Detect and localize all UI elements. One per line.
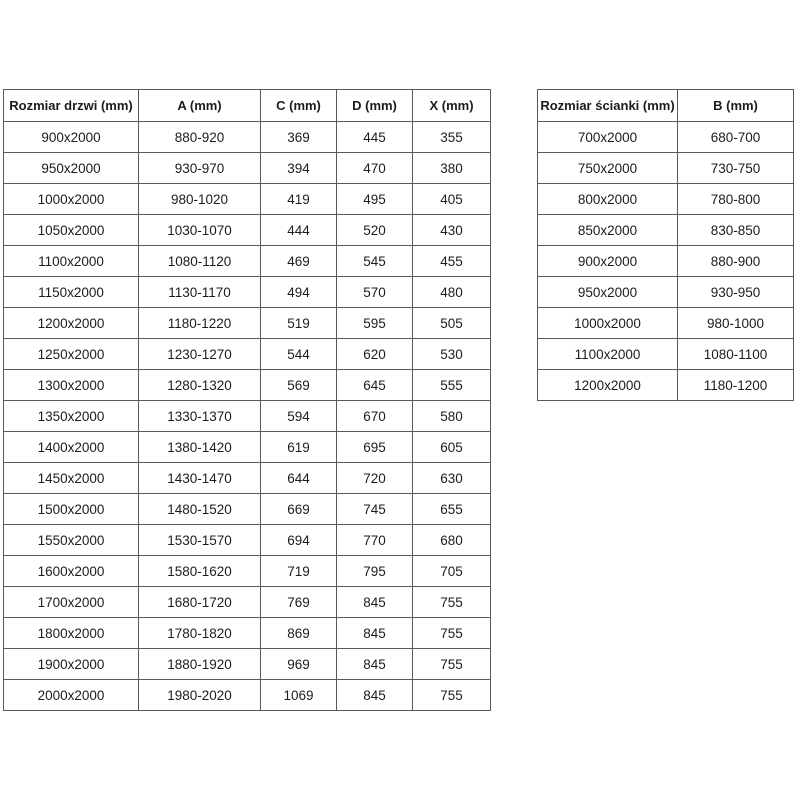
- table-row: [4, 339, 491, 370]
- table-cell: 455: [413, 246, 491, 277]
- table-cell: 594: [261, 401, 337, 432]
- table-cell: 645: [337, 370, 413, 401]
- wall-sizes-table: [537, 89, 794, 401]
- table-cell: 605: [413, 432, 491, 463]
- table-cell: 980-1000: [678, 308, 794, 339]
- table-cell: 1800x2000: [4, 618, 139, 649]
- table-row: [538, 184, 794, 215]
- table-cell: 1700x2000: [4, 587, 139, 618]
- table-row: [4, 463, 491, 494]
- table-cell: 1680-1720: [139, 587, 261, 618]
- table-row: [4, 122, 491, 153]
- table-cell: 1350x2000: [4, 401, 139, 432]
- table-cell: 1400x2000: [4, 432, 139, 463]
- column-header: Rozmiar drzwi (mm): [4, 90, 139, 122]
- table-cell: 394: [261, 153, 337, 184]
- table-cell: 494: [261, 277, 337, 308]
- table-cell: 750x2000: [538, 153, 678, 184]
- table-cell: 1030-1070: [139, 215, 261, 246]
- table-cell: 530: [413, 339, 491, 370]
- table-cell: 405: [413, 184, 491, 215]
- table-cell: 880-920: [139, 122, 261, 153]
- table-cell: 770: [337, 525, 413, 556]
- table-cell: 380: [413, 153, 491, 184]
- table-cell: 355: [413, 122, 491, 153]
- table-cell: 1300x2000: [4, 370, 139, 401]
- table-cell: 720: [337, 463, 413, 494]
- table-cell: 900x2000: [4, 122, 139, 153]
- table-cell: 694: [261, 525, 337, 556]
- table-cell: 680-700: [678, 122, 794, 153]
- table-row: [4, 308, 491, 339]
- table-row: [4, 184, 491, 215]
- door-sizes-table: [3, 89, 491, 711]
- table-cell: 620: [337, 339, 413, 370]
- table-cell: 969: [261, 649, 337, 680]
- table-row: [538, 215, 794, 246]
- table-cell: 1230-1270: [139, 339, 261, 370]
- table-cell: 544: [261, 339, 337, 370]
- table-cell: 1450x2000: [4, 463, 139, 494]
- table-cell: 469: [261, 246, 337, 277]
- table-cell: 880-900: [678, 246, 794, 277]
- table-cell: 369: [261, 122, 337, 153]
- table-cell: 1980-2020: [139, 680, 261, 711]
- table-cell: 1200x2000: [538, 370, 678, 401]
- table-cell: 670: [337, 401, 413, 432]
- table-cell: 1380-1420: [139, 432, 261, 463]
- table-cell: 1080-1120: [139, 246, 261, 277]
- table-cell: 1200x2000: [4, 308, 139, 339]
- column-header: X (mm): [413, 90, 491, 122]
- table-row: [538, 308, 794, 339]
- wall-sizes-body: [538, 122, 794, 401]
- table-cell: 495: [337, 184, 413, 215]
- table-cell: 1550x2000: [4, 525, 139, 556]
- table-cell: 795: [337, 556, 413, 587]
- table-cell: 1069: [261, 680, 337, 711]
- table-cell: 755: [413, 618, 491, 649]
- table-row: [4, 153, 491, 184]
- table-cell: 1250x2000: [4, 339, 139, 370]
- table-cell: 730-750: [678, 153, 794, 184]
- table-row: [4, 215, 491, 246]
- table-row: [538, 153, 794, 184]
- table-cell: 1180-1220: [139, 308, 261, 339]
- table-cell: 950x2000: [4, 153, 139, 184]
- column-header: A (mm): [139, 90, 261, 122]
- table-cell: 1780-1820: [139, 618, 261, 649]
- table-cell: 1100x2000: [538, 339, 678, 370]
- column-header: B (mm): [678, 90, 794, 122]
- column-header: D (mm): [337, 90, 413, 122]
- table-cell: 850x2000: [538, 215, 678, 246]
- door-sizes-body: [4, 122, 491, 711]
- table-cell: 780-800: [678, 184, 794, 215]
- table-cell: 769: [261, 587, 337, 618]
- table-row: [4, 587, 491, 618]
- table-cell: 520: [337, 215, 413, 246]
- table-cell: 630: [413, 463, 491, 494]
- table-cell: 930-950: [678, 277, 794, 308]
- table-cell: 669: [261, 494, 337, 525]
- table-cell: 595: [337, 308, 413, 339]
- table-cell: 900x2000: [538, 246, 678, 277]
- table-cell: 444: [261, 215, 337, 246]
- table-cell: 1900x2000: [4, 649, 139, 680]
- table-cell: 570: [337, 277, 413, 308]
- table-cell: 745: [337, 494, 413, 525]
- table-row: [538, 277, 794, 308]
- table-cell: 2000x2000: [4, 680, 139, 711]
- table-cell: 695: [337, 432, 413, 463]
- table-cell: 1430-1470: [139, 463, 261, 494]
- table-cell: 470: [337, 153, 413, 184]
- table-cell: 950x2000: [538, 277, 678, 308]
- table-cell: 569: [261, 370, 337, 401]
- table-cell: 755: [413, 587, 491, 618]
- table-row: [538, 122, 794, 153]
- table-cell: 845: [337, 680, 413, 711]
- table-cell: 700x2000: [538, 122, 678, 153]
- table-cell: 980-1020: [139, 184, 261, 215]
- table-row: [4, 494, 491, 525]
- column-header: C (mm): [261, 90, 337, 122]
- table-row: [4, 649, 491, 680]
- table-cell: 1080-1100: [678, 339, 794, 370]
- table-cell: 1130-1170: [139, 277, 261, 308]
- table-cell: 845: [337, 649, 413, 680]
- table-row: [538, 339, 794, 370]
- table-cell: 1100x2000: [4, 246, 139, 277]
- column-header: Rozmiar ścianki (mm): [538, 90, 678, 122]
- table-row: [4, 401, 491, 432]
- table-row: [4, 277, 491, 308]
- table-cell: 1600x2000: [4, 556, 139, 587]
- table-cell: 555: [413, 370, 491, 401]
- table-cell: 644: [261, 463, 337, 494]
- table-row: [4, 370, 491, 401]
- table-row: [4, 246, 491, 277]
- table-cell: 1880-1920: [139, 649, 261, 680]
- table-cell: 1480-1520: [139, 494, 261, 525]
- table-cell: 845: [337, 618, 413, 649]
- table-cell: 419: [261, 184, 337, 215]
- table-cell: 800x2000: [538, 184, 678, 215]
- table-cell: 545: [337, 246, 413, 277]
- table-row: [4, 556, 491, 587]
- table-row: [538, 246, 794, 277]
- table-cell: 1180-1200: [678, 370, 794, 401]
- table-cell: 719: [261, 556, 337, 587]
- wall-sizes-header-row: [538, 90, 794, 122]
- table-cell: 705: [413, 556, 491, 587]
- table-cell: 1580-1620: [139, 556, 261, 587]
- table-cell: 1050x2000: [4, 215, 139, 246]
- table-cell: 830-850: [678, 215, 794, 246]
- table-cell: 845: [337, 587, 413, 618]
- table-cell: 580: [413, 401, 491, 432]
- table-cell: 619: [261, 432, 337, 463]
- table-cell: 1330-1370: [139, 401, 261, 432]
- door-sizes-header-row: [4, 90, 491, 122]
- table-cell: 480: [413, 277, 491, 308]
- table-cell: 1150x2000: [4, 277, 139, 308]
- table-cell: 519: [261, 308, 337, 339]
- table-cell: 1000x2000: [4, 184, 139, 215]
- table-cell: 680: [413, 525, 491, 556]
- table-cell: 1500x2000: [4, 494, 139, 525]
- table-row: [4, 525, 491, 556]
- table-cell: 755: [413, 649, 491, 680]
- table-cell: 1000x2000: [538, 308, 678, 339]
- table-row: [4, 432, 491, 463]
- table-row: [4, 618, 491, 649]
- table-cell: 445: [337, 122, 413, 153]
- table-cell: 1530-1570: [139, 525, 261, 556]
- table-row: [4, 680, 491, 711]
- table-cell: 430: [413, 215, 491, 246]
- table-row: [538, 370, 794, 401]
- table-cell: 505: [413, 308, 491, 339]
- table-cell: 655: [413, 494, 491, 525]
- table-cell: 1280-1320: [139, 370, 261, 401]
- table-cell: 869: [261, 618, 337, 649]
- table-cell: 930-970: [139, 153, 261, 184]
- table-cell: 755: [413, 680, 491, 711]
